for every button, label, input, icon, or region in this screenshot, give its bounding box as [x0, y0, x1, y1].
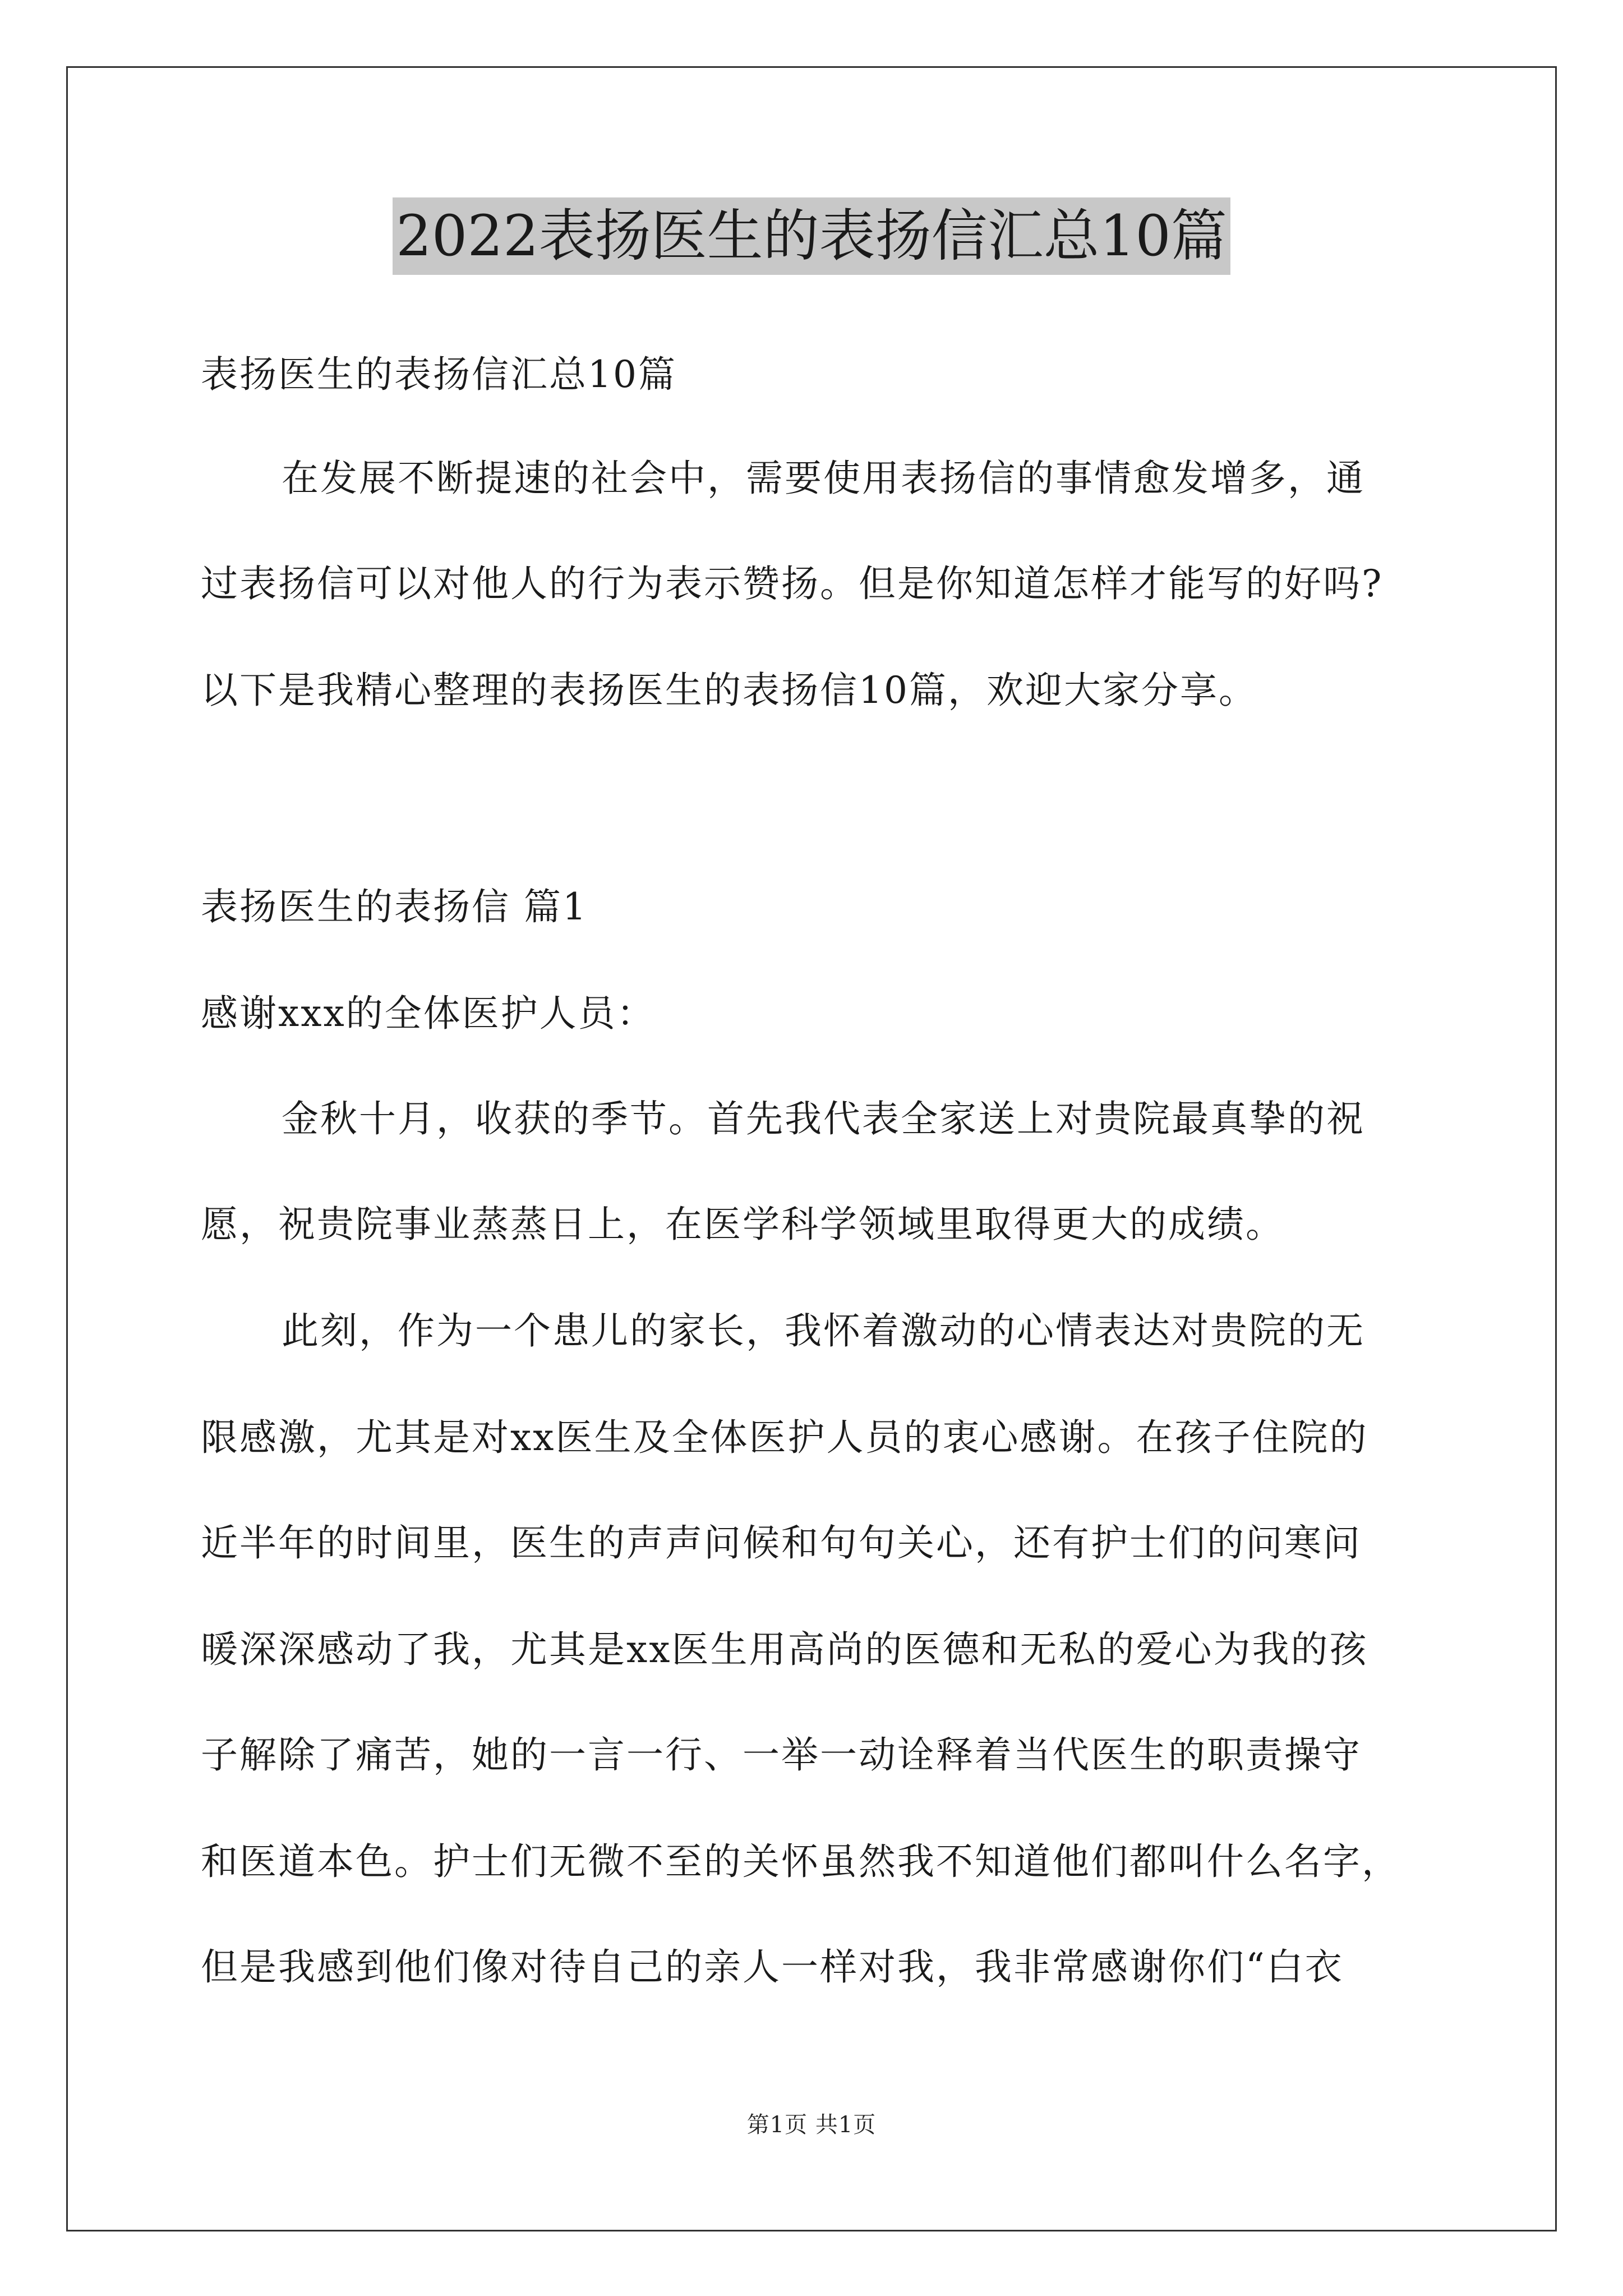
paragraph-line: 子解除了痛苦，她的一言一行、一举一动诠释着当代医生的职责操守	[201, 1733, 1362, 1777]
paragraph-line: 愿，祝贵院事业蒸蒸日上，在医学科学领域里取得更大的成绩。	[201, 1203, 1284, 1246]
paragraph-line: 此刻，作为一个患儿的家长，我怀着激动的心情表达对贵院的无	[282, 1309, 1365, 1352]
subtitle: 表扬医生的表扬信汇总10篇	[201, 353, 677, 396]
paragraph-line: 以下是我精心整理的表扬医生的表扬信10篇，欢迎大家分享。	[201, 669, 1257, 712]
paragraph-line: 和医道本色。护士们无微不至的关怀虽然我不知道他们都叫什么名字，	[201, 1840, 1400, 1883]
paragraph-line: 暖深深感动了我，尤其是xx医生用高尚的医德和无私的爱心为我的孩	[201, 1628, 1368, 1671]
page-number-footer: 第1页 共1页	[746, 2112, 877, 2138]
paragraph-line: 但是我感到他们像对待自己的亲人一样对我，我非常感谢你们“白衣	[201, 1945, 1344, 1989]
paragraph-line: 过表扬信可以对他人的行为表示赞扬。但是你知道怎样才能写的好吗?	[201, 562, 1384, 605]
document-title: 2022表扬医生的表扬信汇总10篇	[393, 197, 1230, 275]
title-container	[0, 197, 1623, 275]
paragraph-line: 近半年的时间里，医生的声声问候和句句关心，还有护士们的问寒问	[201, 1521, 1362, 1565]
paragraph-line: 限感激，尤其是对xx医生及全体医护人员的衷心感谢。在孩子住院的	[201, 1416, 1368, 1459]
paragraph-line: 在发展不断提速的社会中，需要使用表扬信的事情愈发增多，通	[282, 457, 1365, 500]
section-heading: 表扬医生的表扬信 篇1	[201, 885, 588, 928]
paragraph-line: 金秋十月，收获的季节。首先我代表全家送上对贵院最真挚的祝	[282, 1097, 1365, 1140]
salutation: 感谢xxx的全体医护人员：	[201, 992, 656, 1035]
